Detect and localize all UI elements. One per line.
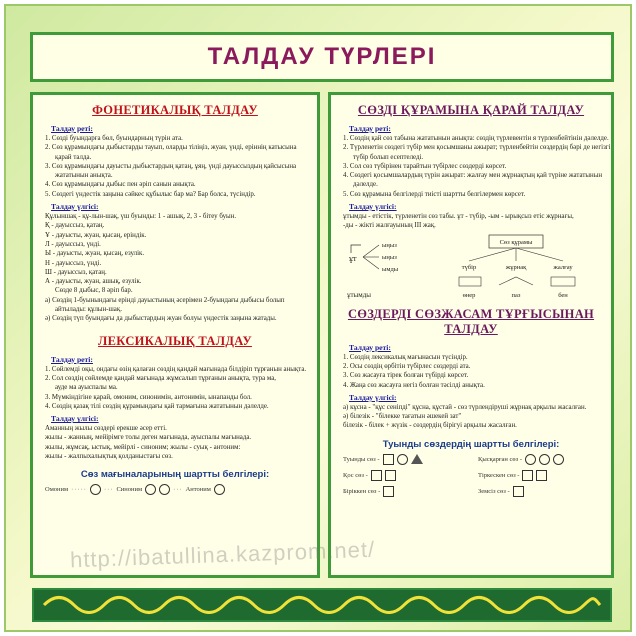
structure-sample-label: Талдау үлгісі: <box>349 202 397 212</box>
structure-sample-item: -ды - жікті жалғауының III жақ. <box>343 222 436 230</box>
wordform-order-label: Талдау реті: <box>349 342 391 352</box>
wordform-order-list <box>339 353 603 390</box>
phonetic-sample-item: А - дауысты, жуан, ашық, езулік. <box>45 278 142 286</box>
lexical-sample-list <box>41 424 309 461</box>
lexical-heading: ЛЕКСИКАЛЫҚ ТАЛДАУ <box>98 333 252 348</box>
tree-line <box>469 248 516 261</box>
suffix-caret-icon <box>499 277 533 285</box>
phonetic-order-item: жататынын анықта. <box>55 172 113 180</box>
phonetic-sample-item: Л - дауыссыз, үнді. <box>45 240 101 248</box>
circle-icon <box>539 454 550 465</box>
lexical-sample-item: жылы, жұмсақ, ыстық, мейірлі - синоним; жылы - суық - антоним: <box>45 443 241 451</box>
root-square-icon <box>459 277 481 286</box>
phonetic-order-label: Талдау реті: <box>51 124 93 133</box>
lexical-sample-item: жылы - жалпыхалықтық қолданыстағы сөз. <box>45 453 173 461</box>
word-structure-diagram <box>339 231 603 303</box>
tree-leaf: бен <box>558 291 568 299</box>
wordform-sample-item: а) кұсна - "құс сеніпді" құсна, құстай - сөз түрлендіруші жұрнақ арқылы жасалған. <box>343 403 587 411</box>
square-icon <box>371 470 382 481</box>
wordform-legend <box>339 454 603 497</box>
right-panel <box>328 92 614 578</box>
dotted-line: ··· <box>103 486 114 494</box>
poster <box>4 4 632 632</box>
ornament-wave-icon <box>44 598 600 613</box>
phonetic-order-item: 4. Сөз құрамындағы дыбыс пен әріп санын анықта. <box>45 181 196 189</box>
structure-order-item: 4. Сөздегі қосымшалардың түрін ажырат: жалғау мен жұрнақтың қай түріне жататынын <box>343 172 603 180</box>
tree-child: түбір <box>461 263 477 271</box>
tree-child: жұрнақ <box>505 263 527 271</box>
phonetic-sample-item: Ш - дауыссыз, қатаң. <box>45 268 107 276</box>
legend-item <box>478 454 603 465</box>
lexical-order-item: 4. Сөздің қазақ тілі сөздің құрамындағы қай тармағына жататынын дәлелде. <box>45 402 269 410</box>
left-panel <box>30 92 320 578</box>
legend-label: Біріккен сөз - <box>343 487 381 495</box>
lexical-sample-item: Аманның жылы сөздері ерекше әсер етті. <box>45 425 167 433</box>
phonetic-order-list <box>41 134 309 199</box>
legend-item <box>343 470 468 481</box>
lexical-legend-title: Сөз мағыналарының шартты белгілері: <box>80 469 270 481</box>
legend-sinonim-label: Синоним <box>116 486 143 494</box>
diagram-bottom-word: ұтымды <box>347 290 371 299</box>
circle-icon <box>145 484 156 495</box>
triangle-icon <box>411 454 423 464</box>
phonetic-sample-item: Ұ - дауысты, жуан, қысаң, еріндік. <box>45 231 147 239</box>
diagram-branch: ыңыз <box>382 241 397 249</box>
circle-icon <box>525 454 536 465</box>
decorative-ornament-border <box>32 588 612 622</box>
square-icon <box>536 470 547 481</box>
legend-antonim-label: Антоним <box>185 486 211 494</box>
wordform-order-item: 1. Сөздің лексикалық мағынасын түсіндір. <box>343 353 468 361</box>
wordform-order-item: 2. Осы сөздің өрбітін түбірлес сөздерді ата. <box>343 362 471 370</box>
phonetic-sample-item: Қ - дауыссыз, қатаң. <box>45 222 105 230</box>
lexical-sample-item: жылы - жанның, мейірімге толы деген мағынада, ауыспалы мағынада. <box>45 434 252 442</box>
phonetic-order-item: 5. Сөздегі үндестік заңына сәйкес құбылыс бар ма? Бар болса, түсіндір. <box>45 190 256 198</box>
square-icon <box>385 470 396 481</box>
phonetic-sample-item: Құлыншақ - құ-лын-шақ, үш буынды: 1 - ашық, 2, 3 - бітеу буын. <box>45 213 237 221</box>
wordform-heading: СӨЗДЕРДІ СӨЗЖАСАМ ТҰРҒЫСЫНАН ТАЛДАУ <box>347 306 595 336</box>
phonetic-order-item: 2. Сөз құрамындағы дыбыстарды тауып, оларды тіліңіз, жуан, үнді, еріннің катысына <box>45 144 297 152</box>
wordform-sample-label: Талдау үлгісі: <box>349 392 397 402</box>
legend-item <box>343 454 468 465</box>
wordform-sample-item: білезік - білек + жүзік - сөздердің бірігуі арқылы жасалған. <box>343 422 517 430</box>
structure-heading: СӨЗДІ ҚҰРАМЫНА ҚАРАЙ ТАЛДАУ <box>357 103 585 117</box>
structure-order-item: 3. Сол сөз түбірінен тарайтын түбірлес сөздерді көрсет. <box>343 162 507 170</box>
phonetic-sample-label: Талдау үлгісі: <box>51 202 99 212</box>
phonetic-sample-item: Н - дауыссыз, үнді. <box>45 259 102 267</box>
phonetic-order-item: 3. Сөз құрамындағы дауысты дыбыстардың қатаң, ұяң, үнді дауыссыздың қайсысына <box>45 162 297 170</box>
phonetic-sample-item: айтылады: құлын-шақ. <box>55 306 122 314</box>
connector-line <box>363 245 379 257</box>
dotted-line: ····· <box>71 486 87 494</box>
legend-label: Земсіз сөз - <box>478 487 510 495</box>
legend-item <box>343 486 468 497</box>
legend-label: Қос сөз - <box>343 471 368 479</box>
title-box <box>30 32 614 82</box>
phonetic-heading: ФОНЕТИКАЛЫҚ ТАЛДАУ <box>92 103 258 117</box>
legend-item <box>478 486 603 497</box>
legend-item <box>478 470 603 481</box>
phonetic-sample-item: ә) Сөздің түп буындағы да дыбыстардың жуан болуы үндестік заңына жатады. <box>45 315 277 323</box>
square-icon <box>383 454 394 465</box>
structure-order-item: 2. Түрленетін сөздегі түбір мен қосымшаны ажырат; түрленбейтін сөздердің бәрі де негізгі <box>343 144 611 152</box>
structure-order-item: 1. Сөздің қай сөз табына жататынын анықта: сөздің түрлевентін я түрленбейтінін дәлелде. <box>343 135 609 142</box>
connector-line <box>363 257 379 269</box>
diagram-branch: ыңыз <box>382 253 397 261</box>
phonetic-sample-item: Сөзде 8 дыбыс, 8 әріп бар. <box>55 287 133 295</box>
lexical-order-item: 3. Мүмкіндігіне қарай, омоним, синонимін, антонимін, ынапанды бол. <box>45 393 252 401</box>
legend-label: Туынды сөз - <box>343 455 380 463</box>
structure-order-item: 5. Сөз құрамына белгілерді тиісті шартты белгілермен көрсет. <box>343 190 526 198</box>
legend-label: Қысқарған сөз - <box>478 455 523 463</box>
phonetic-sample-list <box>41 212 309 324</box>
tree-line <box>516 248 563 261</box>
circle-icon <box>90 484 101 495</box>
phonetic-order-item: қарай талда. <box>55 153 92 161</box>
phonetic-sample-item: а) Сөздің 1-буынындағы еріндi дауыстының әсерімен 2-буындағы дыбысы болып <box>45 296 285 304</box>
ending-box-icon <box>551 277 575 286</box>
circle-icon <box>397 454 408 465</box>
square-icon <box>513 486 524 497</box>
wordform-sample-list <box>339 403 603 431</box>
circle-icon <box>159 484 170 495</box>
diagram-root-word: ұт <box>349 253 357 263</box>
lexical-order-label: Талдау реті: <box>51 354 93 364</box>
legend-omonim-label: Омоним <box>45 486 69 494</box>
diagram-svg <box>339 231 609 303</box>
structure-sample-item: ұтымды - етістік, түрленетін сөз табы. ұт - түбір, -ым - ырықсыз етіс жұрнағы, <box>343 213 574 221</box>
legend-label: Тіркескен сөз - <box>478 471 520 479</box>
structure-order-item: дәлелде. <box>353 181 378 189</box>
tree-title: Сөз құрамы <box>499 238 533 246</box>
circle-icon <box>553 454 564 465</box>
tree-leaf: өнер <box>462 291 476 299</box>
ornament-svg <box>34 590 610 620</box>
wordform-sample-item: ә) білезік - "білекке тағатын әшекей зат" <box>343 413 462 421</box>
lexical-order-item: 2. Сол сөздің сөйлемде қандай мағынада жұмсалып тұрғанын анықта, тура ма, <box>45 374 277 382</box>
diagram-branch: ымды <box>382 265 399 273</box>
wordform-legend-title: Туынды сөздердің шартты белгілері: <box>382 438 560 450</box>
page-title: ТАЛДАУ ТҮРЛЕРІ <box>207 43 437 70</box>
square-icon <box>383 486 394 497</box>
tree-child: жалғау <box>553 263 573 271</box>
lexical-legend <box>45 484 309 495</box>
lexical-order-item: 1. Сөйлемді оқы, ондағы өзің қалаған сөздің қандай мағынада білдіріп тұрғанын анықта. <box>45 365 307 373</box>
lexical-order-list <box>41 365 309 411</box>
circle-icon <box>214 484 225 495</box>
structure-order-label: Талдау реті: <box>349 124 391 133</box>
wordform-order-item: 3. Сөз жасауға тірек болған түбірді көрсет. <box>343 372 469 380</box>
square-icon <box>522 470 533 481</box>
lexical-sample-label: Талдау үлгісі: <box>51 414 99 424</box>
phonetic-order-item: 1. Сөзді буындарға бөл, буындарның түрін ата. <box>45 135 183 142</box>
structure-order-list <box>339 134 611 199</box>
lexical-order-item: ауде ма ауыспалы ма. <box>55 384 118 392</box>
watermark-url: http://ibatullina.kazprom.net/ <box>69 536 376 573</box>
structure-order-item: түбір болып есептеледі. <box>353 153 424 161</box>
wordform-order-item: 4. Жаңа сөз жасауға негіз болған тәсілді анықта. <box>343 381 485 389</box>
bracket-icon <box>351 245 361 253</box>
tree-leaf: паз <box>511 291 521 299</box>
dotted-line: ··· <box>173 486 183 494</box>
phonetic-sample-item: Ы - дауысты, жуан, қысаң, езулік. <box>45 250 145 258</box>
